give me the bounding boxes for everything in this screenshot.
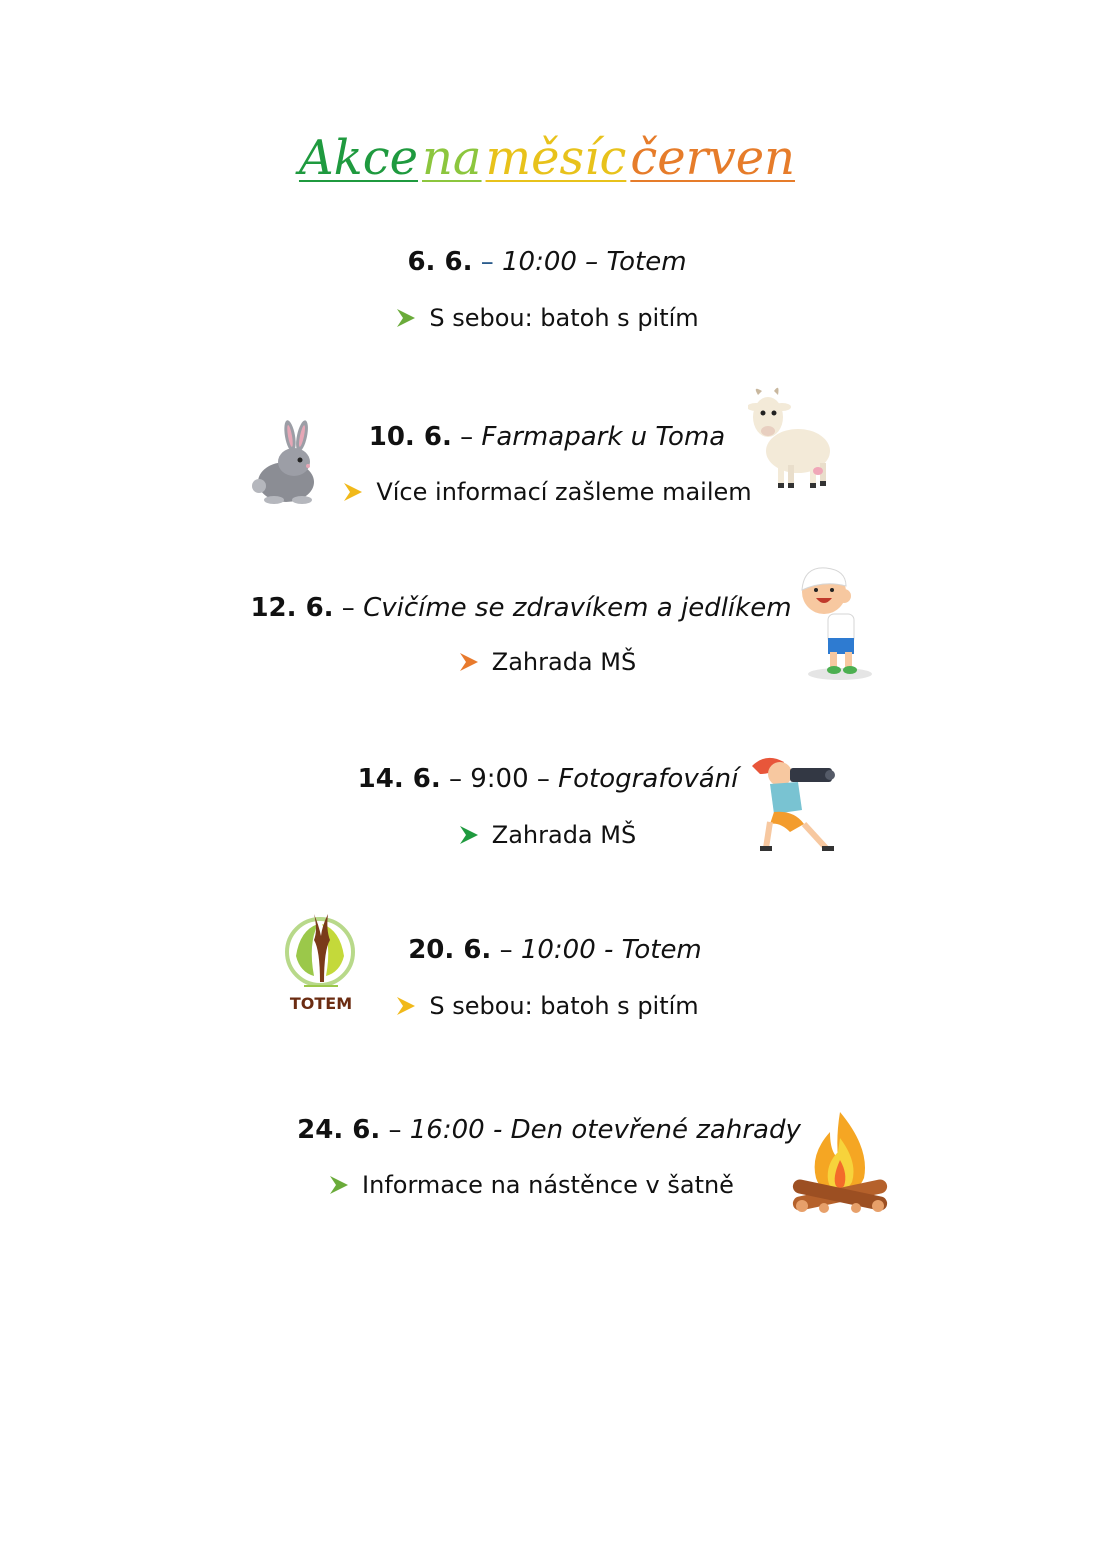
title-word-3: měsíc bbox=[485, 130, 627, 186]
arrow-bullet-icon bbox=[342, 481, 364, 503]
detail-text: Více informací zašleme mailem bbox=[376, 478, 752, 506]
event-5-heading bbox=[8, 932, 1094, 968]
event-date: 10. 6. bbox=[368, 422, 452, 452]
event-1-heading bbox=[0, 244, 1094, 280]
detail-text: Zahrada MŠ bbox=[491, 648, 637, 676]
event-dash: – 9:00 – bbox=[448, 764, 550, 794]
event-dash: – bbox=[341, 593, 355, 623]
event-6-detail bbox=[0, 1168, 1078, 1202]
arrow-bullet-icon bbox=[328, 1174, 350, 1196]
event-3-detail bbox=[0, 645, 1094, 679]
event-info: Fotografování bbox=[558, 764, 739, 794]
event-1-detail bbox=[0, 301, 1094, 335]
event-date: 12. 6. bbox=[250, 593, 334, 623]
title-word-1: Akce bbox=[298, 130, 419, 186]
arrow-bullet-icon bbox=[458, 824, 480, 846]
event-info: 10:00 – Totem bbox=[501, 247, 687, 277]
title-word-2: na bbox=[422, 130, 482, 186]
detail-text: Zahrada MŠ bbox=[491, 821, 637, 849]
arrow-bullet-icon bbox=[395, 995, 417, 1017]
exercising-boy-illustration bbox=[794, 562, 884, 684]
arrow-bullet-icon bbox=[395, 307, 417, 329]
title-word-4: červen bbox=[630, 130, 796, 186]
event-info: 16:00 - Den otevřené zahrady bbox=[409, 1115, 801, 1145]
event-2-detail bbox=[0, 475, 1094, 509]
arrow-bullet-icon bbox=[458, 651, 480, 673]
event-dash: – bbox=[388, 1115, 402, 1145]
totem-logo-wordmark: TOTEM bbox=[289, 994, 353, 1013]
event-dash: – bbox=[499, 935, 513, 965]
event-3-heading bbox=[0, 590, 1068, 626]
event-date: 20. 6. bbox=[408, 935, 492, 965]
detail-text: S sebou: batoh s pitím bbox=[429, 304, 699, 332]
event-date: 24. 6. bbox=[297, 1115, 381, 1145]
event-date: 6. 6. bbox=[407, 247, 473, 277]
event-date: 14. 6. bbox=[357, 764, 441, 794]
photographer-girl-illustration bbox=[746, 752, 838, 856]
page-title bbox=[0, 126, 1094, 190]
rabbit-illustration bbox=[250, 420, 324, 506]
campfire-illustration bbox=[784, 1108, 896, 1214]
event-info: 10:00 - Totem bbox=[520, 935, 702, 965]
totem-logo bbox=[274, 910, 368, 1020]
goat-illustration bbox=[748, 385, 834, 491]
detail-text: S sebou: batoh s pitím bbox=[429, 992, 699, 1020]
event-2-heading bbox=[0, 419, 1094, 455]
event-4-detail bbox=[0, 818, 1094, 852]
event-info: Farmapark u Toma bbox=[481, 422, 726, 452]
event-info: Cvičíme se zdravíkem a jedlíkem bbox=[363, 593, 792, 623]
event-5-detail bbox=[0, 989, 1094, 1023]
event-6-heading bbox=[2, 1112, 1094, 1148]
event-dash: – bbox=[480, 247, 494, 277]
event-4-heading bbox=[1, 761, 1094, 797]
detail-text: Informace na nástěnce v šatně bbox=[362, 1171, 734, 1199]
event-dash: – bbox=[460, 422, 474, 452]
